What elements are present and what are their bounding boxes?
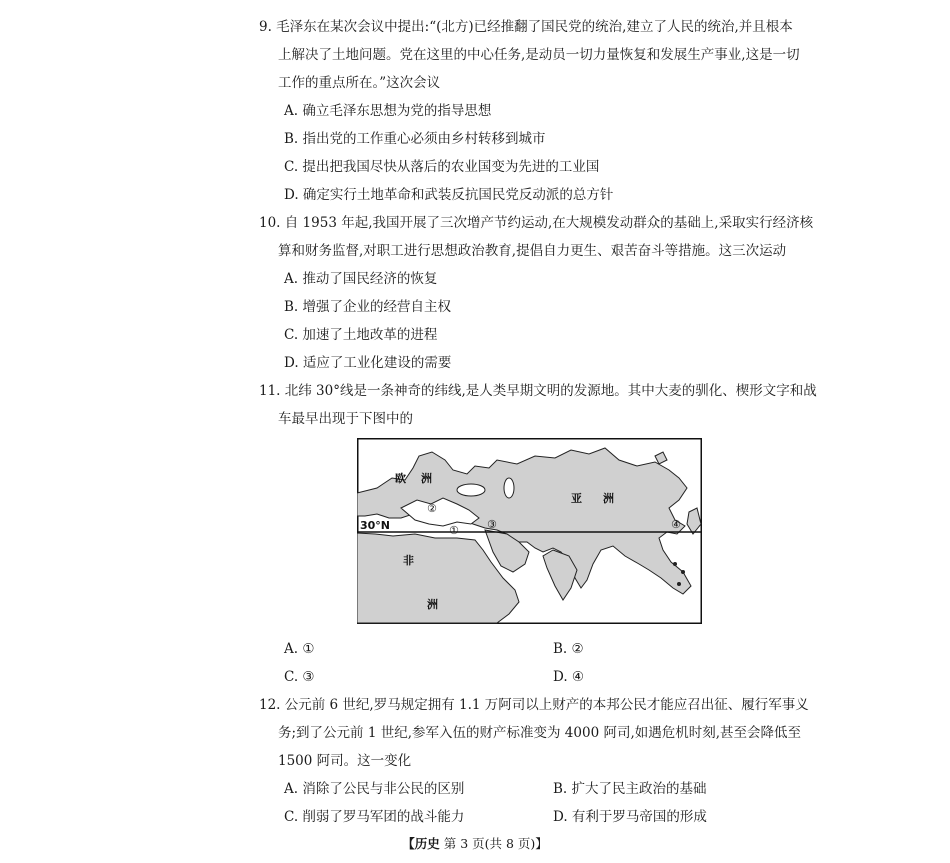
q9-option-a: A. 确立毛泽东思想为党的指导思想 <box>284 103 492 119</box>
q9-option-d: D. 确定实行土地革命和武装反抗国民党反动派的总方针 <box>284 187 614 203</box>
q10-option-d: D. 适应了工业化建设的需要 <box>284 355 452 371</box>
europe-label-1: 欧 <box>395 472 406 485</box>
latitude-label: 30°N <box>360 519 391 532</box>
caspian-sea <box>504 478 514 498</box>
q12-stem-line-2: 务;到了公元前 1 世纪,参军入伍的财产标准变为 4000 阿司,如遇危机时刻,甚至会降低至 <box>278 725 802 741</box>
q10-option-a: A. 推动了国民经济的恢复 <box>284 271 438 287</box>
q9-stem-line-2: 上解决了土地问题。党在这里的中心任务,是动员一切力量恢复和发展生产事业,这是一切 <box>278 47 800 63</box>
map-marker-4: ④ <box>671 518 681 531</box>
black-sea <box>457 484 485 496</box>
q10-stem-line-2: 算和财务监督,对职工进行思想政治教育,提倡自力更生、艰苦奋斗等措施。这三次运动 <box>278 243 787 259</box>
map-marker-2: ② <box>427 502 437 515</box>
q11-option-b: B. ② <box>553 641 584 657</box>
q12-stem-line-1: 12. 公元前 6 世纪,罗马规定拥有 1.1 万阿司以上财产的本邦公民才能应召出征、履行军事义 <box>259 697 809 713</box>
q11-option-c: C. ③ <box>284 669 315 685</box>
europe-label-2: 洲 <box>421 472 432 485</box>
africa-label-2: 洲 <box>427 598 438 611</box>
footer-page-info: 第 3 页(共 8 页)】 <box>443 836 548 851</box>
q10-stem-line-1: 10. 自 1953 年起,我国开展了三次增产节约运动,在大规模发动群众的基础上,采取实行经济核 <box>259 215 814 231</box>
page-footer <box>0 834 950 852</box>
island-dot <box>681 570 685 574</box>
q11-stem-line-1: 11. 北纬 30°线是一条神奇的纬线,是人类早期文明的发源地。其中大麦的驯化、楔形文字和战 <box>259 383 817 399</box>
q12-option-b: B. 扩大了民主政治的基础 <box>553 781 707 797</box>
q10-option-b: B. 增强了企业的经营自主权 <box>284 299 452 315</box>
q11-option-a: A. ① <box>284 641 315 657</box>
q12-option-d: D. 有利于罗马帝国的形成 <box>553 809 707 825</box>
asia-label-2: 洲 <box>603 492 614 505</box>
q10-option-c: C. 加速了土地改革的进程 <box>284 327 438 343</box>
q9-stem-line-1: 9. 毛泽东在某次会议中提出:“(北方)已经推翻了国民党的统治,建立了人民的统治,并且根本 <box>259 19 793 35</box>
map-svg <box>357 438 702 624</box>
world-map-figure <box>357 438 702 624</box>
asia-label-1: 亚 <box>571 492 582 505</box>
q12-option-c: C. 削弱了罗马军团的战斗能力 <box>284 809 465 825</box>
footer-subject: 【历史 <box>402 836 440 851</box>
island-dot <box>677 582 681 586</box>
q9-option-b: B. 指出党的工作重心必须由乡村转移到城市 <box>284 131 546 147</box>
map-marker-3: ③ <box>487 518 497 531</box>
island-dot <box>673 562 677 566</box>
map-marker-1: ① <box>449 524 459 537</box>
q11-stem-line-2: 车最早出现于下图中的 <box>278 411 413 427</box>
africa-label-1: 非 <box>403 554 414 567</box>
q11-option-d: D. ④ <box>553 669 585 685</box>
q12-stem-line-3: 1500 阿司。这一变化 <box>278 753 412 769</box>
q12-option-a: A. 消除了公民与非公民的区别 <box>284 781 465 797</box>
q9-option-c: C. 提出把我国尽快从落后的农业国变为先进的工业国 <box>284 159 600 175</box>
q9-stem-line-3: 工作的重点所在。”这次会议 <box>278 75 441 91</box>
